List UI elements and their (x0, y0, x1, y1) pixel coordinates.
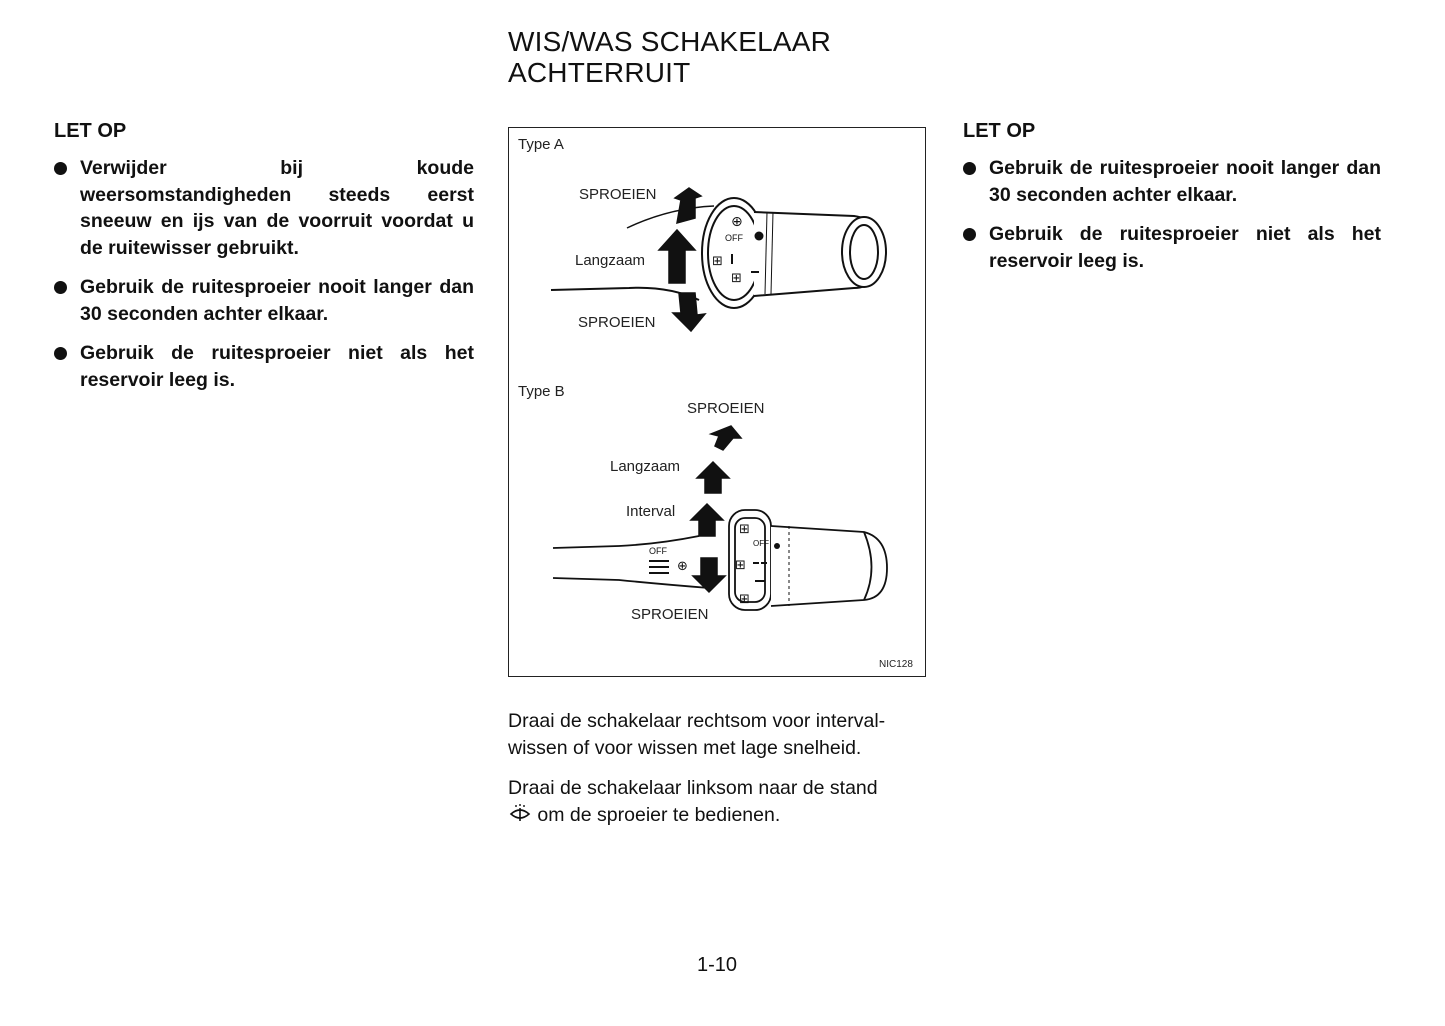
svg-text:⊞: ⊞ (712, 254, 723, 269)
caution-item-text: Gebruik de ruitesproeier niet als het reservoir leeg is. (80, 342, 474, 391)
type-b-interval-label: Interval (626, 503, 676, 520)
left-caution-column (54, 120, 474, 406)
type-b-label: Type B (518, 383, 565, 400)
page-title-line2: ACHTERRUIT (508, 57, 691, 88)
wiper-switch-figure (508, 127, 926, 677)
caution-item (963, 155, 1381, 208)
instruction-paragraph-2 (508, 775, 933, 831)
bullet-icon (54, 162, 67, 175)
caution-item (54, 274, 474, 327)
type-a-spray-up-label: SPROEIEN (579, 186, 657, 203)
type-b-spray-up-label: SPROEIEN (687, 400, 765, 417)
bullet-icon (54, 347, 67, 360)
svg-text:⊞: ⊞ (739, 592, 750, 607)
caution-list (963, 155, 1381, 274)
svg-text:⊞: ⊞ (739, 522, 750, 537)
svg-text:⊞: ⊞ (731, 271, 742, 286)
page-title (508, 26, 831, 88)
figure-code: NIC128 (879, 659, 913, 670)
page-number: 1-10 (697, 954, 738, 976)
type-b-slow-label: Langzaam (610, 458, 681, 475)
type-a-label: Type A (518, 136, 564, 153)
type-b-arrow-up-spray (711, 426, 741, 450)
instruction-paragraph-2-tail: om de sproeier te bedienen. (537, 803, 781, 826)
caution-item-text: Gebruik de ruitesproeier nooit langer dan 30 seconden achter elkaar. (80, 276, 474, 325)
caution-list (54, 155, 474, 393)
type-b-arrow-interval (691, 504, 723, 536)
caution-heading: LET OP (963, 120, 1036, 142)
caution-heading: LET OP (54, 120, 127, 142)
type-b-collar-off-mark: OFF (753, 539, 769, 548)
washer-spray-icon (508, 804, 532, 832)
caution-item-text: Gebruik de ruitesproeier nooit langer dan 30 seconden achter elkaar. (989, 157, 1381, 206)
bullet-icon (963, 228, 976, 241)
instruction-paragraph-2-lead: Draai de schakelaar linksom naar de stand (508, 777, 878, 799)
svg-text:⊕: ⊕ (731, 214, 743, 230)
type-a-arrow-up-spray (675, 188, 701, 223)
type-b-arrow-slow (697, 462, 729, 493)
type-a-arrow-down-spray (673, 293, 705, 331)
type-a-slow-label: Langzaam (575, 252, 646, 269)
type-b-stalk-off-mark: OFF (649, 546, 667, 556)
type-b-switch-drawing (553, 510, 887, 610)
caution-item (54, 155, 474, 261)
right-caution-column (963, 120, 1381, 287)
type-a-spray-down-label: SPROEIEN (578, 314, 656, 331)
type-a-arrow-slow (659, 230, 695, 283)
type-a-off-mark: OFF (725, 233, 743, 243)
caution-item-text: Gebruik de ruitesproeier niet als het reservoir leeg is. (989, 223, 1381, 272)
bullet-icon (54, 281, 67, 294)
svg-text:⊕: ⊕ (677, 559, 688, 574)
svg-text:⊞: ⊞ (735, 558, 746, 573)
bullet-icon (963, 162, 976, 175)
instruction-paragraph-1: Draai de schakelaar rechtsom voor interval-wissen of voor wissen met lage snelheid. (508, 710, 886, 759)
page-title-line1: WIS/WAS SCHAKELAAR (508, 26, 832, 57)
type-b-spray-down-label: SPROEIEN (631, 606, 709, 623)
caution-item (963, 221, 1381, 274)
caution-item-text: Verwijder bij koude weersomstandigheden steeds eerst sneeuw en ijs van de voorruit voordat u de ruitewisser gebruikt. (80, 157, 474, 259)
caution-item (54, 340, 474, 393)
